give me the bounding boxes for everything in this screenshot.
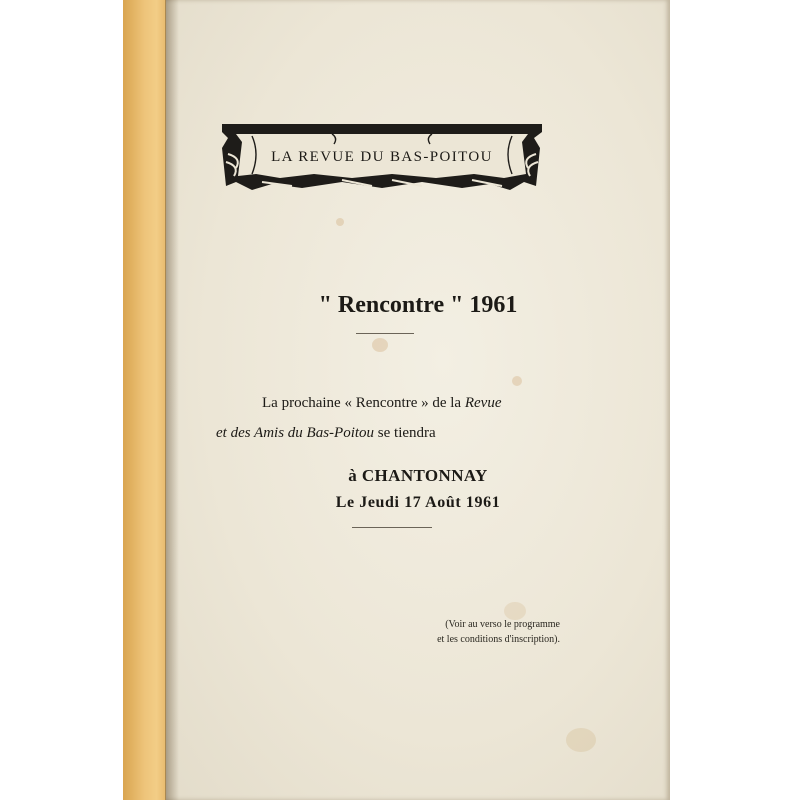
paper-stain <box>512 376 522 386</box>
event-date: Le Jeudi 17 Août 1961 <box>335 494 501 511</box>
paper-stain <box>336 218 344 226</box>
binding-shadow <box>165 0 179 800</box>
masthead-title: LA REVUE DU BAS-POITOU <box>271 149 493 165</box>
announcement-text: se tiendra <box>374 425 436 441</box>
paper-stain <box>566 728 596 752</box>
footnote-line: (Voir au verso le programme <box>445 619 560 630</box>
cover-edge <box>123 0 171 800</box>
paper-stain <box>372 338 388 352</box>
announcement-line-2 <box>216 425 436 442</box>
masthead-banner <box>222 124 542 196</box>
page-heading: " Rencontre " 1961 <box>318 292 518 318</box>
event-place: à CHANTONNAY <box>348 466 488 485</box>
divider <box>356 333 414 334</box>
announcement-emphasis: Revue <box>464 395 502 411</box>
announcement-text: La prochaine « Rencontre » de la <box>262 395 465 411</box>
announcement-emphasis: et des Amis du Bas-Poitou <box>216 425 375 441</box>
footnote-line: et les conditions d'inscription). <box>437 634 560 645</box>
footnote <box>390 617 560 647</box>
divider <box>352 527 432 528</box>
announcement-line-1 <box>262 395 501 412</box>
